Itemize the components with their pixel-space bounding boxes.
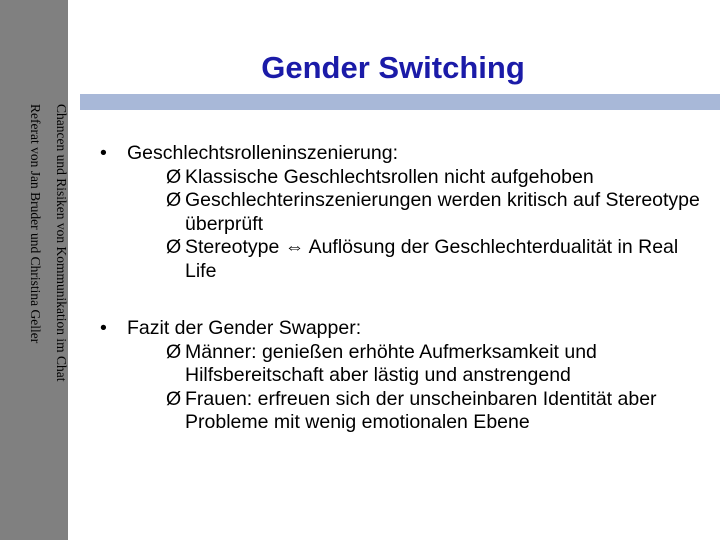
arrow-bullet-icon: Ø [166, 165, 182, 188]
sub-bullet-item [127, 236, 710, 283]
sub-bullet-text: Klassische Geschlechtsrollen nicht aufgehoben [185, 165, 594, 188]
sub-bullet-item [127, 166, 710, 190]
sub-bullet-item [127, 341, 710, 388]
sub-bullet-item [127, 388, 710, 435]
sub-bullet-text: Frauen: erfreuen sich der unscheinbaren Identität aber Probleme mit wenig emotionalen Ebene [185, 387, 657, 433]
bullet-item [100, 317, 710, 435]
bullet-marker: • [100, 317, 107, 339]
sidebar-line-topic: Chancen und Risiken von Kommunikation im Chat [54, 104, 69, 382]
sub-bullet-text-post: Auflösung der Geschlechterdualität in Real Life [185, 236, 679, 282]
sub-bullet-item [127, 189, 710, 236]
arrow-bullet-icon: Ø [166, 340, 182, 363]
arrow-bullet-icon: Ø [166, 189, 182, 211]
sub-bullet-text: Männer: genießen erhöhte Aufmerksamkeit und Hilfsbereitschaft aber lästig und anstrengend [185, 340, 597, 386]
double-arrow-icon: ⇔ [284, 236, 305, 258]
arrow-bullet-icon: Ø [166, 387, 182, 410]
slide-body [100, 142, 710, 435]
sidebar-credits [14, 104, 74, 424]
bullet-text: Geschlechtsrolleninszenierung: [127, 142, 398, 164]
bullet-item [100, 142, 710, 283]
slide-title: Gender Switching [261, 50, 525, 85]
title-underline-bar [80, 94, 720, 110]
sub-bullet-text-pre: Stereotype [185, 236, 280, 258]
bullet-text: Fazit der Gender Swapper: [127, 317, 362, 339]
sub-bullet-text: Geschlechterinszenierungen werden kritisch auf Stereotype überprüft [185, 189, 700, 235]
arrow-bullet-icon: Ø [166, 236, 182, 258]
sidebar-line-authors: Referat von Jan Bruder und Christina Geller [28, 104, 43, 344]
bullet-marker: • [100, 142, 107, 164]
